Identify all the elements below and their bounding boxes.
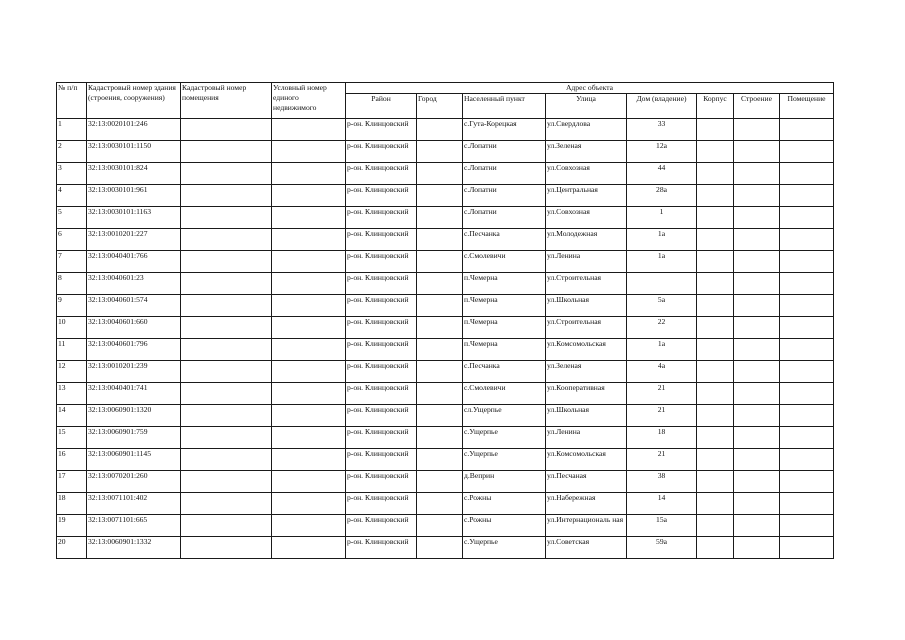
- stroenie-cell: [734, 405, 780, 427]
- cond-num-cell: [272, 405, 346, 427]
- row-num: 13: [57, 383, 87, 405]
- np-cell: с.Лопатни: [463, 141, 546, 163]
- table-row: [57, 449, 834, 471]
- row-num: 15: [57, 427, 87, 449]
- np-cell: п.Чемерна: [463, 273, 546, 295]
- np-cell: с.Рожны: [463, 515, 546, 537]
- korpus-cell: [697, 295, 734, 317]
- pomeshchenie-cell: [780, 295, 834, 317]
- korpus-cell: [697, 185, 734, 207]
- table-row: [57, 383, 834, 405]
- street-cell: ул.Зеленая: [546, 141, 627, 163]
- np-cell: с.Смолевичи: [463, 383, 546, 405]
- header-pomeshchenie: Помещение: [780, 94, 834, 119]
- stroenie-cell: [734, 317, 780, 339]
- cad-building-cell: 32:13:0060901:759: [87, 427, 181, 449]
- cad-building-cell: 32:13:0071101:402: [87, 493, 181, 515]
- table-row: [57, 537, 834, 559]
- cad-room-cell: [181, 119, 272, 141]
- cad-building-cell: 32:13:0040401:766: [87, 251, 181, 273]
- table-row: [57, 515, 834, 537]
- korpus-cell: [697, 515, 734, 537]
- korpus-cell: [697, 493, 734, 515]
- street-cell: ул.Строительная: [546, 317, 627, 339]
- header-gorod: Город: [417, 94, 463, 119]
- table-row: [57, 141, 834, 163]
- cad-building-cell: 32:13:0071101:665: [87, 515, 181, 537]
- header-stroenie: Строение: [734, 94, 780, 119]
- np-cell: с.Смолевичи: [463, 251, 546, 273]
- rayon-cell: р-он. Клинцовский: [346, 317, 417, 339]
- street-cell: ул.Интернациональ ная: [546, 515, 627, 537]
- street-cell: ул.Свердлова: [546, 119, 627, 141]
- street-cell: ул.Комсомольская: [546, 339, 627, 361]
- rayon-cell: р-он. Клинцовский: [346, 295, 417, 317]
- gorod-cell: [417, 185, 463, 207]
- house-cell: 33: [627, 119, 697, 141]
- stroenie-cell: [734, 449, 780, 471]
- cad-room-cell: [181, 185, 272, 207]
- stroenie-cell: [734, 273, 780, 295]
- korpus-cell: [697, 471, 734, 493]
- korpus-cell: [697, 339, 734, 361]
- rayon-cell: р-он. Клинцовский: [346, 493, 417, 515]
- pomeshchenie-cell: [780, 229, 834, 251]
- cad-room-cell: [181, 317, 272, 339]
- pomeshchenie-cell: [780, 119, 834, 141]
- gorod-cell: [417, 383, 463, 405]
- row-num: 2: [57, 141, 87, 163]
- rayon-cell: р-он. Клинцовский: [346, 449, 417, 471]
- cond-num-cell: [272, 471, 346, 493]
- cad-room-cell: [181, 515, 272, 537]
- table-row: [57, 361, 834, 383]
- np-cell: д.Веприн: [463, 471, 546, 493]
- house-cell: 4а: [627, 361, 697, 383]
- gorod-cell: [417, 251, 463, 273]
- cad-building-cell: 32:13:0030101:1150: [87, 141, 181, 163]
- korpus-cell: [697, 449, 734, 471]
- table-row: [57, 119, 834, 141]
- street-cell: ул.Совхозная: [546, 207, 627, 229]
- np-cell: с.Песчанка: [463, 229, 546, 251]
- pomeshchenie-cell: [780, 207, 834, 229]
- cad-building-cell: 32:13:0010201:239: [87, 361, 181, 383]
- street-cell: ул.Набережная: [546, 493, 627, 515]
- rayon-cell: р-он. Клинцовский: [346, 537, 417, 559]
- gorod-cell: [417, 295, 463, 317]
- stroenie-cell: [734, 471, 780, 493]
- house-cell: 21: [627, 449, 697, 471]
- house-cell: 59а: [627, 537, 697, 559]
- street-cell: ул.Зеленая: [546, 361, 627, 383]
- cad-building-cell: 32:13:0070201:260: [87, 471, 181, 493]
- stroenie-cell: [734, 537, 780, 559]
- cad-building-cell: 32:13:0060901:1332: [87, 537, 181, 559]
- pomeshchenie-cell: [780, 361, 834, 383]
- stroenie-cell: [734, 141, 780, 163]
- house-cell: 1а: [627, 251, 697, 273]
- pomeshchenie-cell: [780, 339, 834, 361]
- gorod-cell: [417, 141, 463, 163]
- stroenie-cell: [734, 515, 780, 537]
- house-cell: 1: [627, 207, 697, 229]
- pomeshchenie-cell: [780, 273, 834, 295]
- table-row: [57, 185, 834, 207]
- cond-num-cell: [272, 163, 346, 185]
- rayon-cell: р-он. Клинцовский: [346, 229, 417, 251]
- cad-building-cell: 32:13:0040601:574: [87, 295, 181, 317]
- header-ulitsa: Улица: [546, 94, 627, 119]
- table-row: [57, 339, 834, 361]
- table-body: [57, 119, 834, 559]
- gorod-cell: [417, 515, 463, 537]
- gorod-cell: [417, 273, 463, 295]
- document-page: [56, 82, 833, 559]
- np-cell: с.Лопатни: [463, 185, 546, 207]
- pomeshchenie-cell: [780, 493, 834, 515]
- header-rayon: Район: [346, 94, 417, 119]
- table-row: [57, 207, 834, 229]
- stroenie-cell: [734, 251, 780, 273]
- street-cell: ул.Песчаная: [546, 471, 627, 493]
- house-cell: 1а: [627, 229, 697, 251]
- table-row: [57, 493, 834, 515]
- pomeshchenie-cell: [780, 405, 834, 427]
- cad-building-cell: 32:13:0060901:1320: [87, 405, 181, 427]
- stroenie-cell: [734, 119, 780, 141]
- street-cell: ул.Ленина: [546, 251, 627, 273]
- header-korpus: Корпус: [697, 94, 734, 119]
- house-cell: 14: [627, 493, 697, 515]
- np-cell: с.Ущерпье: [463, 427, 546, 449]
- cond-num-cell: [272, 295, 346, 317]
- korpus-cell: [697, 141, 734, 163]
- pomeshchenie-cell: [780, 317, 834, 339]
- cond-num-cell: [272, 119, 346, 141]
- cond-num-cell: [272, 383, 346, 405]
- korpus-cell: [697, 207, 734, 229]
- rayon-cell: р-он. Клинцовский: [346, 141, 417, 163]
- row-num: 9: [57, 295, 87, 317]
- gorod-cell: [417, 229, 463, 251]
- gorod-cell: [417, 471, 463, 493]
- stroenie-cell: [734, 185, 780, 207]
- row-num: 16: [57, 449, 87, 471]
- np-cell: сл.Ущерпье: [463, 405, 546, 427]
- house-cell: 28а: [627, 185, 697, 207]
- gorod-cell: [417, 207, 463, 229]
- cond-num-cell: [272, 141, 346, 163]
- house-cell: 22: [627, 317, 697, 339]
- korpus-cell: [697, 251, 734, 273]
- row-num: 18: [57, 493, 87, 515]
- cond-num-cell: [272, 317, 346, 339]
- pomeshchenie-cell: [780, 537, 834, 559]
- stroenie-cell: [734, 339, 780, 361]
- street-cell: ул.Советская: [546, 537, 627, 559]
- row-num: 14: [57, 405, 87, 427]
- gorod-cell: [417, 427, 463, 449]
- cond-num-cell: [272, 339, 346, 361]
- cond-num-cell: [272, 493, 346, 515]
- header-num: № п/п: [57, 83, 87, 119]
- property-table: [56, 82, 834, 559]
- header-cond-num: Условный номер единого недвижимого: [272, 83, 346, 119]
- row-num: 1: [57, 119, 87, 141]
- gorod-cell: [417, 339, 463, 361]
- pomeshchenie-cell: [780, 515, 834, 537]
- korpus-cell: [697, 537, 734, 559]
- cad-room-cell: [181, 295, 272, 317]
- np-cell: п.Чемерна: [463, 317, 546, 339]
- cad-room-cell: [181, 361, 272, 383]
- gorod-cell: [417, 493, 463, 515]
- rayon-cell: р-он. Клинцовский: [346, 207, 417, 229]
- korpus-cell: [697, 119, 734, 141]
- np-cell: с.Лопатни: [463, 163, 546, 185]
- cad-building-cell: 32:13:0020101:246: [87, 119, 181, 141]
- cond-num-cell: [272, 207, 346, 229]
- table-row: [57, 405, 834, 427]
- street-cell: ул.Ленина: [546, 427, 627, 449]
- header-address: Адрес объекта: [346, 83, 834, 94]
- house-cell: 38: [627, 471, 697, 493]
- header-cad-room: Кадастровый номер помещения: [181, 83, 272, 119]
- rayon-cell: р-он. Клинцовский: [346, 251, 417, 273]
- korpus-cell: [697, 163, 734, 185]
- cad-room-cell: [181, 427, 272, 449]
- row-num: 6: [57, 229, 87, 251]
- house-cell: 15а: [627, 515, 697, 537]
- cad-room-cell: [181, 339, 272, 361]
- cad-room-cell: [181, 251, 272, 273]
- cond-num-cell: [272, 449, 346, 471]
- pomeshchenie-cell: [780, 185, 834, 207]
- street-cell: ул.Комсомольская: [546, 449, 627, 471]
- cad-room-cell: [181, 537, 272, 559]
- np-cell: п.Чемерна: [463, 295, 546, 317]
- street-cell: ул.Совхозная: [546, 163, 627, 185]
- house-cell: [627, 273, 697, 295]
- cad-building-cell: 32:13:0030101:824: [87, 163, 181, 185]
- row-num: 4: [57, 185, 87, 207]
- row-num: 17: [57, 471, 87, 493]
- gorod-cell: [417, 405, 463, 427]
- row-num: 20: [57, 537, 87, 559]
- cad-room-cell: [181, 471, 272, 493]
- row-num: 19: [57, 515, 87, 537]
- house-cell: 44: [627, 163, 697, 185]
- cad-building-cell: 32:13:0010201:227: [87, 229, 181, 251]
- header-cad-building: Кадастровый номер здания (строения, сооружения): [87, 83, 181, 119]
- cad-building-cell: 32:13:0040401:741: [87, 383, 181, 405]
- street-cell: ул.Школьная: [546, 295, 627, 317]
- rayon-cell: р-он. Клинцовский: [346, 119, 417, 141]
- korpus-cell: [697, 361, 734, 383]
- gorod-cell: [417, 361, 463, 383]
- np-cell: с.Ущерпье: [463, 537, 546, 559]
- stroenie-cell: [734, 493, 780, 515]
- korpus-cell: [697, 427, 734, 449]
- row-num: 12: [57, 361, 87, 383]
- pomeshchenie-cell: [780, 251, 834, 273]
- house-cell: 1а: [627, 339, 697, 361]
- cond-num-cell: [272, 427, 346, 449]
- table-row: [57, 471, 834, 493]
- row-num: 11: [57, 339, 87, 361]
- pomeshchenie-cell: [780, 427, 834, 449]
- cond-num-cell: [272, 515, 346, 537]
- cad-room-cell: [181, 405, 272, 427]
- np-cell: с.Ущерпье: [463, 449, 546, 471]
- stroenie-cell: [734, 361, 780, 383]
- pomeshchenie-cell: [780, 449, 834, 471]
- cad-room-cell: [181, 229, 272, 251]
- row-num: 7: [57, 251, 87, 273]
- pomeshchenie-cell: [780, 163, 834, 185]
- street-cell: ул.Школьная: [546, 405, 627, 427]
- cad-building-cell: 32:13:0030101:961: [87, 185, 181, 207]
- korpus-cell: [697, 405, 734, 427]
- gorod-cell: [417, 537, 463, 559]
- row-num: 5: [57, 207, 87, 229]
- cond-num-cell: [272, 185, 346, 207]
- table-row: [57, 163, 834, 185]
- house-cell: 21: [627, 405, 697, 427]
- cond-num-cell: [272, 251, 346, 273]
- np-cell: с.Лопатни: [463, 207, 546, 229]
- cad-room-cell: [181, 141, 272, 163]
- cad-building-cell: 32:13:0030101:1163: [87, 207, 181, 229]
- cad-building-cell: 32:13:0040601:23: [87, 273, 181, 295]
- stroenie-cell: [734, 163, 780, 185]
- cad-building-cell: 32:13:0040601:660: [87, 317, 181, 339]
- cad-room-cell: [181, 163, 272, 185]
- row-num: 8: [57, 273, 87, 295]
- stroenie-cell: [734, 427, 780, 449]
- street-cell: ул.Центральная: [546, 185, 627, 207]
- rayon-cell: р-он. Клинцовский: [346, 361, 417, 383]
- cad-room-cell: [181, 449, 272, 471]
- korpus-cell: [697, 317, 734, 339]
- cad-room-cell: [181, 383, 272, 405]
- korpus-cell: [697, 229, 734, 251]
- stroenie-cell: [734, 229, 780, 251]
- row-num: 10: [57, 317, 87, 339]
- np-cell: п.Чемерна: [463, 339, 546, 361]
- cad-room-cell: [181, 493, 272, 515]
- cond-num-cell: [272, 273, 346, 295]
- gorod-cell: [417, 317, 463, 339]
- korpus-cell: [697, 383, 734, 405]
- rayon-cell: р-он. Клинцовский: [346, 405, 417, 427]
- street-cell: ул.Кооперативная: [546, 383, 627, 405]
- table-row: [57, 251, 834, 273]
- street-cell: ул.Строительная: [546, 273, 627, 295]
- korpus-cell: [697, 273, 734, 295]
- house-cell: 12а: [627, 141, 697, 163]
- rayon-cell: р-он. Клинцовский: [346, 383, 417, 405]
- rayon-cell: р-он. Клинцовский: [346, 273, 417, 295]
- pomeshchenie-cell: [780, 383, 834, 405]
- table-header: [57, 83, 834, 119]
- stroenie-cell: [734, 207, 780, 229]
- header-dom: Дом (владение): [627, 94, 697, 119]
- rayon-cell: р-он. Клинцовский: [346, 471, 417, 493]
- gorod-cell: [417, 119, 463, 141]
- rayon-cell: р-он. Клинцовский: [346, 427, 417, 449]
- pomeshchenie-cell: [780, 471, 834, 493]
- rayon-cell: р-он. Клинцовский: [346, 515, 417, 537]
- street-cell: ул.Молодежная: [546, 229, 627, 251]
- table-row: [57, 229, 834, 251]
- gorod-cell: [417, 163, 463, 185]
- stroenie-cell: [734, 295, 780, 317]
- gorod-cell: [417, 449, 463, 471]
- header-np: Населенный пункт: [463, 94, 546, 119]
- rayon-cell: р-он. Клинцовский: [346, 339, 417, 361]
- house-cell: 18: [627, 427, 697, 449]
- table-row: [57, 427, 834, 449]
- pomeshchenie-cell: [780, 141, 834, 163]
- cad-building-cell: 32:13:0040601:796: [87, 339, 181, 361]
- cond-num-cell: [272, 537, 346, 559]
- table-row: [57, 317, 834, 339]
- house-cell: 5а: [627, 295, 697, 317]
- table-row: [57, 273, 834, 295]
- row-num: 3: [57, 163, 87, 185]
- cad-room-cell: [181, 207, 272, 229]
- stroenie-cell: [734, 383, 780, 405]
- np-cell: с.Рожны: [463, 493, 546, 515]
- np-cell: с.Гута-Корецкая: [463, 119, 546, 141]
- table-row: [57, 295, 834, 317]
- rayon-cell: р-он. Клинцовский: [346, 163, 417, 185]
- cad-building-cell: 32:13:0060901:1145: [87, 449, 181, 471]
- cond-num-cell: [272, 361, 346, 383]
- house-cell: 21: [627, 383, 697, 405]
- cad-room-cell: [181, 273, 272, 295]
- cond-num-cell: [272, 229, 346, 251]
- np-cell: с.Песчанка: [463, 361, 546, 383]
- rayon-cell: р-он. Клинцовский: [346, 185, 417, 207]
